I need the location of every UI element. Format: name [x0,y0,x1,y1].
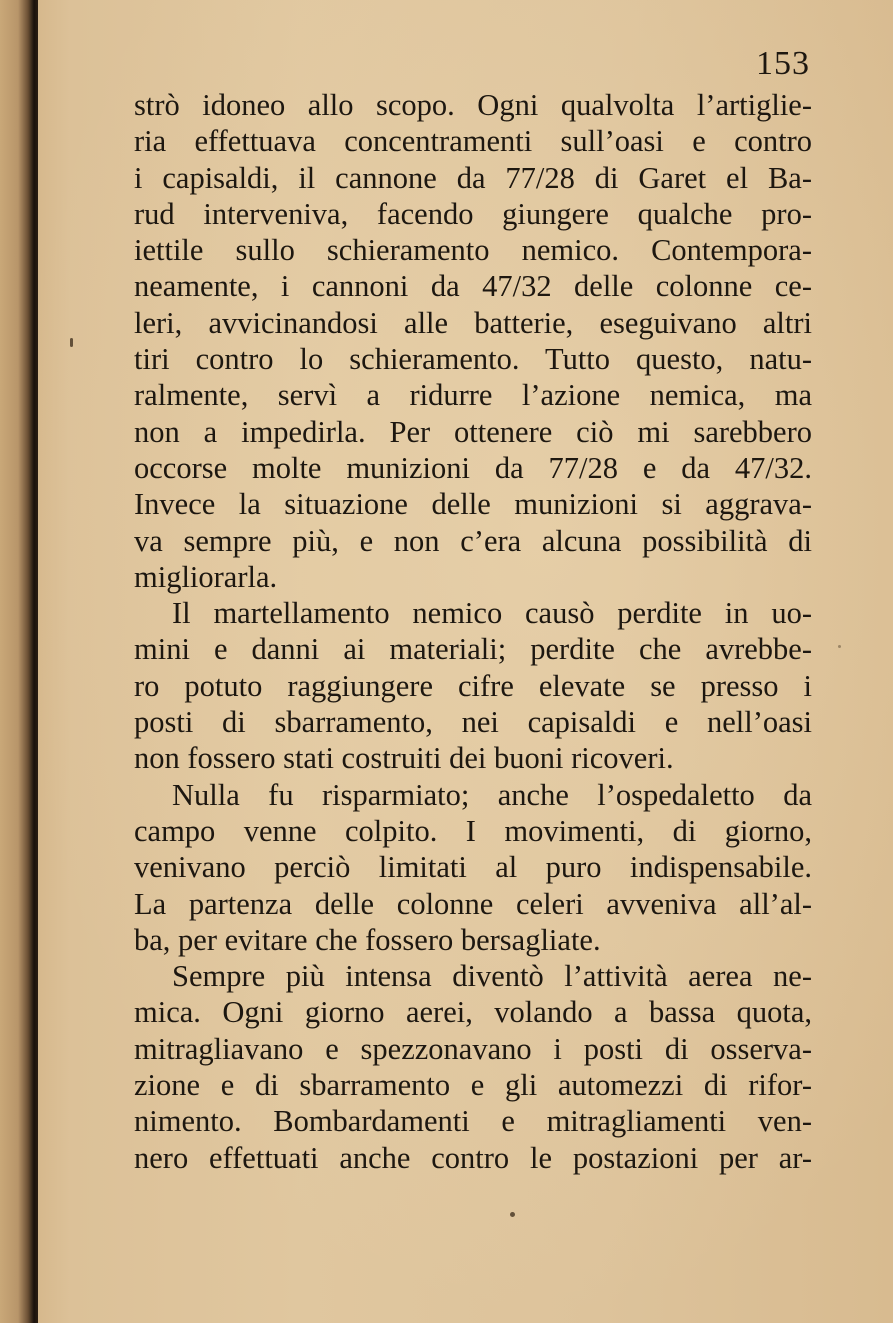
text-line: Sempre più intensa diventò l’attività aerea ne- [172,959,812,994]
text-line: ba, per evitare che fossero bersagliate. [134,922,601,957]
text-line: nero effettuati anche contro le postazioni per ar- [134,1140,812,1175]
text-line: non fossero stati costruiti dei buoni ricoveri. [134,741,674,776]
text-line: ro potuto raggiungere cifre elevate se presso i [134,668,812,703]
text-line: non a impedirla. Per ottenere ciò mi sarebbero [134,414,812,449]
text-line: tiri contro lo schieramento. Tutto questo, natu- [134,342,812,377]
text-line: ria effettuava concentramenti sull’oasi e contro [134,124,812,159]
text-line: va sempre più, e non c’era alcuna possibilità di [134,523,812,558]
text-line: leri, avvicinandosi alle batterie, eseguivano altri [134,305,812,340]
text-line: mini e danni ai materiali; perdite che avrebbe- [134,632,812,667]
paper-speck [838,645,841,648]
text-line: Il martellamento nemico causò perdite in uo- [172,596,812,631]
text-line: Nulla fu risparmiato; anche l’ospedaletto da [172,777,812,812]
text-line: ralmente, servì a ridurre l’azione nemica, ma [134,378,812,413]
text-line: strò idoneo allo scopo. Ogni qualvolta l’artiglie- [134,88,812,122]
text-line: occorse molte munizioni da 77/28 e da 47/32. [134,450,812,485]
paper-speck [510,1212,515,1217]
body-text [134,87,812,1176]
text-line: migliorarla. [134,559,278,594]
book-spine-edge [0,0,38,1323]
text-line: posti di sbarramento, nei capisaldi e nell’oasi [134,705,812,740]
text-line: campo venne colpito. I movimenti, di giorno, [134,813,812,848]
text-line: venivano perciò limitati al puro indispensabile. [134,850,812,885]
text-line: La partenza delle colonne celeri avveniva all’al- [134,886,812,921]
text-line: Invece la situazione delle munizioni si aggrava- [134,487,812,522]
text-line: zione e di sbarramento e gli automezzi di rifor- [134,1068,812,1103]
page-number: 153 [756,45,810,82]
text-line: mitragliavano e spezzonavano i posti di osserva- [134,1031,812,1066]
text-line: rud interveniva, facendo giungere qualche pro- [134,196,812,231]
text-line: iettile sullo schieramento nemico. Contempora- [134,233,812,268]
text-line: neamente, i cannoni da 47/32 delle colonne ce- [134,269,812,304]
text-line: nimento. Bombardamenti e mitragliamenti ven- [134,1104,812,1139]
text-line: mica. Ogni giorno aerei, volando a bassa quota, [134,995,812,1030]
paper-speck [70,338,73,347]
text-line: i capisaldi, il cannone da 77/28 di Garet el Ba- [134,160,812,195]
